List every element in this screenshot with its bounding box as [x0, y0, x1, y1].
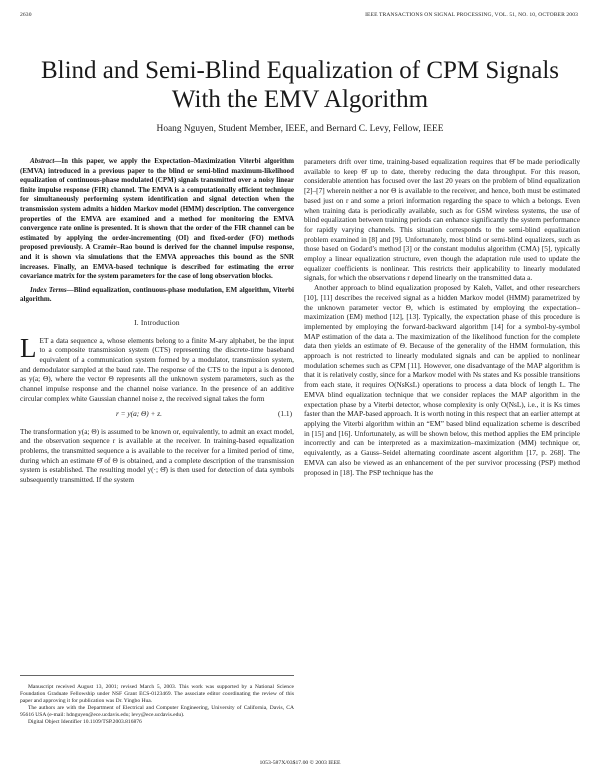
- intro-paragraph-2: The transformation y(a; Θ) is assumed to be known or, equivalently, to admit an exact model, and the observation sequence r is available at the receiver. In training-based equalization problems, the transmitted sequence a is available to the receiver for a limited period of time, during which an estimate Θ̂ of Θ is obtained, and a complete description of the transmission system is established. The resulting model y(·; Θ̂) is then used for detection of data symbols subsequently transmitted. If the system: [20, 426, 294, 485]
- index-terms-text: Blind equalization, continuous-phase modulation, EM algorithm, Viterbi algorithm.: [20, 285, 294, 304]
- equation-number: (1.1): [278, 408, 292, 418]
- right-column: [304, 157, 580, 477]
- intro-paragraph-1-text: ET a data sequence a, whose elements belong to a finite M-ary alphabet, be the input to a composite transmission system (CTS) representing the discrete-time baseband equivalent of a communication system formed by a modulator, transmission system, and demodulator sampled at the baud rate. The response of the CTS to the input a is denoted as y(a; Θ), where the vector Θ represents all the unknown system parameters, such as the channel impulse response and the channel noise variance. In the presence of an additive circular complex white Gaussian channel noise z, the received signal takes the form: [20, 335, 294, 403]
- equation-1-1: [20, 408, 294, 422]
- left-column: [20, 157, 294, 485]
- first-page-footnotes: [20, 675, 294, 727]
- footnote-affiliation: The authors are with the Department of Electrical and Computer Engineering, University of California, Davis, CA 95616 USA (e-mail: hdnguyen@ece.ucdavis.edu; levy@ece.ucdavis.edu).: [20, 705, 294, 719]
- author-line: Hoang Nguyen, Student Member, IEEE, and Bernard C. Levy, Fellow, IEEE: [156, 124, 444, 134]
- intro-paragraph-1: [20, 332, 294, 404]
- index-terms: [20, 286, 294, 305]
- index-terms-label: Index Terms—: [30, 285, 74, 294]
- page-number: 2630: [20, 12, 32, 18]
- title-line-1: Blind and Semi-Blind Equalization of CPM Signals: [40, 57, 560, 84]
- copyright-line: 1053-587X/03$17.00 © 2003 IEEE: [259, 760, 341, 766]
- right-paragraph-2: Another approach to blind equalization proposed by Kaleh, Vallet, and other researchers [10], [11] describes the received signal as a hidden Markov model (HMM) parametrized by the unknown parameter vector Θ, which is estimated by employing the expectation–maximization (EM) method [12], [13]. Typically, the expectation phase of this procedure is implemented by employing the forward-backward algorithm [14] for a symbol-by-symbol MAP estimation of the data a. The maximization of the likelihood function for the complete data then yields an estimate of Θ. Because of the generality of the HMM formulation, this approach is not restricted to linearly modulated signals and can be applied to nonlinear modulation schemes such as CPM [11]. However, one disadvantage of the MAP algorithm is that it is relatively costly, since for a Markov model with Ns states and Ks possible transitions from each state, it requires O(NsKsL) operations to process a data block of length L. The EMVA blind equalization technique that we consider replaces the MAP algorithm in the expectation phase by a Viterbi detector, whose complexity is only O(NsL), i.e., it is Ks times faster than the MAP-based approach. It is worth noting in this respect that an earlier attempt at applying the Viterbi algorithm within an “EM” based blind equalization scheme is described in [15] and [16]. Unfortunately, as will be shown below, this method applies the EM principle incorrectly and can be interpreted as a maximization–maximization (MM) technique or, equivalently, as a Gauss–Seidel alternating coordinate ascent algorithm [17, p. 268]. The EMVA can also be viewed as an enhancement of the per survivor processing (PSP) method proposed in [18]. The PSP technique has the: [304, 283, 580, 477]
- abstract-label: Abstract—: [30, 157, 62, 165]
- abstract-text: In this paper, we apply the Expectation–Maximization Viterbi algorithm (EMVA) introduced in a previous paper to the blind or semi-blind maximum-likelihood equalization of continuous-phase modulated (CPM) signals transmitted over a noisy linear finite impulse response (FIR) channel. The EMVA is a computationally efficient technique for simultaneously performing system identification and signal detection when the transmission system admits a hidden Markov model (HMM) description. The convergence properties of the EMVA are examined and a method for monitoring the EMVA convergence rate online is presented. It is shown that the order of the FIR channel can be estimated by applying the order-incrementing (OI) and fixed-order (FO) methods proposed previously. A Cramér–Rao bound is derived for the channel impulse response, and it is shown via simulations that the EMVA approaches this bound as the SNR increases. Finally, an EMVA-based technique is described for estimating the error covariance matrix for the system parameters for the case of long observation blocks.: [20, 157, 294, 281]
- paper-title: [20, 56, 580, 114]
- drop-cap: L: [20, 332, 37, 363]
- abstract: [20, 157, 294, 282]
- footnote-doi: Digital Object Identifier 10.1109/TSP.2003.816876: [28, 719, 142, 726]
- journal-name: IEEE TRANSACTIONS ON SIGNAL PROCESSING, VOL. 51, NO. 10, OCTOBER 2003: [365, 12, 578, 18]
- running-header: [20, 12, 578, 22]
- title-line-2: With the EMV Algorithm: [171, 86, 429, 113]
- section-heading: I. Introduction: [134, 317, 180, 327]
- equation-body: r = y(a; Θ) + z.: [116, 408, 162, 418]
- right-paragraph-1: parameters drift over time, training-based equalization requires that Θ̂ be made periodically available to keep Θ̂ up to date, thereby reducing the data throughput. For this reason, considerable attention has focused over the last 20 years on the problem of blind equalization [2]–[7] wherein neither a nor Θ is available to the receiver, and hence, both must be estimated based just on r and some a priori information regarding the space to which a belongs. Even when training data is periodically available, such as for GSM wireless systems, the use of blind equalization between training periods can enhance significantly the system performance for rapidly varying channels. This situation corresponds to the semi-blind equalization problem examined in [8] and [9]. Unfortunately, most blind or semi-blind equalizers, such as those based on Godard’s method [3] or the constant modulus algorithm (CMA) [5], typically employ a linear equalization structure, even though the adaptation rule used to update the equalizer coefficients is nonlinear. This restricts their applicability to linearly modulated signals, for which the observations r depend linearly on the transmitted data a.: [304, 157, 580, 283]
- footnote-manuscript: Manuscript received August 13, 2001; revised March 5, 2003. This work was supported by a National Science Foundation Graduate Fellowship under NSF Grant ECS-0123469. The associate editor coordinating the review of this paper and approving it for publication was Dr. Yingbo Hua.: [20, 684, 294, 705]
